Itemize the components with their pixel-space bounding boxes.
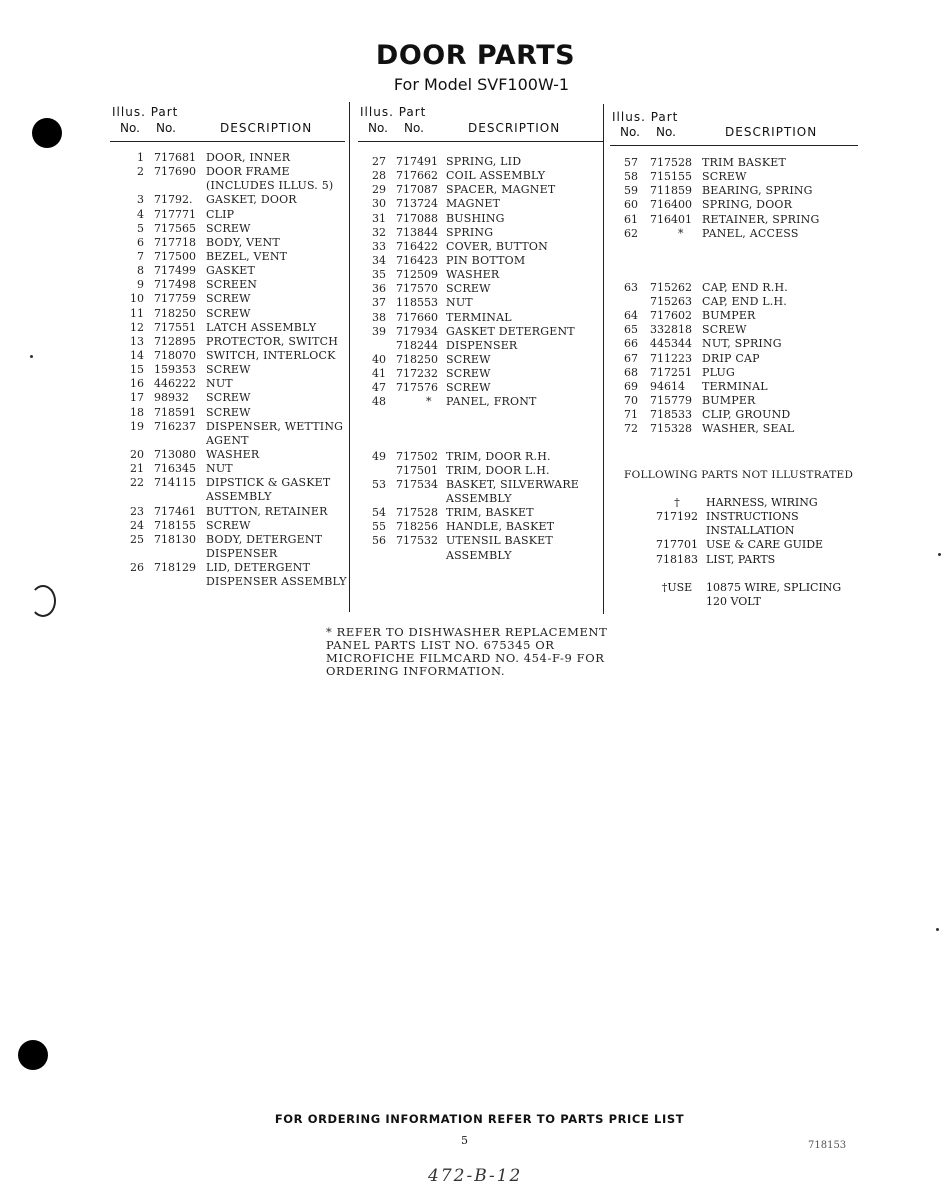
part-description: SCREW xyxy=(206,306,251,320)
part-number: †USE xyxy=(661,580,693,594)
part-number: 718155 xyxy=(154,518,196,532)
part-number: † xyxy=(674,496,680,509)
illus-number: 12 xyxy=(130,320,144,334)
header-description: DESCRIPTION xyxy=(468,121,561,135)
illus-number: 32 xyxy=(372,225,386,239)
header-rule xyxy=(110,141,345,142)
part-description: BEARING, SPRING xyxy=(702,184,813,198)
part-number: 712895 xyxy=(154,334,196,348)
header-part-no: No. xyxy=(156,121,176,135)
part-number: 716401 xyxy=(650,212,692,226)
illus-number: 55 xyxy=(372,520,386,534)
illus-number: 64 xyxy=(624,309,638,323)
part-description: DRIP CAP xyxy=(702,351,760,365)
part-number: 717570 xyxy=(396,282,438,296)
illus-number: 62 xyxy=(624,226,638,240)
column-divider xyxy=(603,104,604,614)
part-description: AGENT xyxy=(206,433,249,447)
illus-number: 6 xyxy=(137,235,144,249)
part-description: WASHER, SEAL xyxy=(702,422,795,436)
part-number: 717602 xyxy=(650,309,692,323)
part-description: TRIM BASKET xyxy=(702,156,787,169)
part-description: PIN BOTTOM xyxy=(446,253,526,267)
part-description: SPACER, MAGNET xyxy=(446,183,556,197)
part-number: 445344 xyxy=(650,337,692,351)
part-number: 714115 xyxy=(154,476,196,490)
illus-number: 72 xyxy=(624,422,638,436)
illus-number: 28 xyxy=(372,169,386,183)
column-header xyxy=(110,105,350,141)
part-number: 718070 xyxy=(154,348,196,362)
header-part-no: No. xyxy=(404,121,424,135)
part-number: 717192 xyxy=(656,510,698,524)
part-description: LIST, PARTS xyxy=(706,552,776,566)
illus-number: 13 xyxy=(130,334,144,348)
illus-number: 65 xyxy=(624,323,638,337)
part-number: 715779 xyxy=(650,393,692,407)
part-number: 718244 xyxy=(396,338,438,352)
part-description: HANDLE, BASKET xyxy=(446,520,555,534)
part-description: DIPSTICK & GASKET xyxy=(206,476,331,490)
footer-ordering-info: FOR ORDERING INFORMATION REFER TO PARTS PRICE LIST xyxy=(274,1112,685,1126)
part-description: DISPENSER ASSEMBLY xyxy=(206,575,347,589)
part-description: DISPENSER, WETTING xyxy=(206,419,344,433)
part-number: * xyxy=(678,226,684,240)
illus-number: 9 xyxy=(137,278,144,292)
part-number: 332818 xyxy=(650,323,692,337)
part-number: 718183 xyxy=(656,552,698,566)
part-description: SPRING xyxy=(446,225,494,239)
part-number: 159353 xyxy=(154,363,196,377)
document-code: 718153 xyxy=(808,1140,847,1151)
part-description: BUMPER xyxy=(702,393,756,407)
part-number: 717934 xyxy=(396,324,438,338)
illus-number: 25 xyxy=(130,532,144,546)
part-number: 717528 xyxy=(396,506,438,520)
part-number: 713844 xyxy=(396,225,438,239)
part-description: GASKET xyxy=(206,264,256,278)
part-number: 712509 xyxy=(396,268,438,282)
speck xyxy=(936,928,939,931)
part-description: GASKET, DOOR xyxy=(206,193,297,207)
illus-number: 15 xyxy=(130,363,144,377)
part-description: BASKET, SILVERWARE xyxy=(446,477,580,491)
part-description: BODY, VENT xyxy=(206,235,280,249)
part-description: PLUG xyxy=(702,365,735,379)
part-number: 717087 xyxy=(396,183,438,197)
part-number: 718591 xyxy=(154,405,196,419)
illus-number: 17 xyxy=(130,391,144,405)
part-description: DISPENSER xyxy=(206,546,278,560)
part-description: PROTECTOR, SWITCH xyxy=(206,334,339,348)
part-description: WASHER xyxy=(446,268,500,282)
part-number: 715155 xyxy=(650,170,692,184)
part-description: SPRING, DOOR xyxy=(702,198,793,212)
part-description: NUT xyxy=(206,462,233,476)
header-illus-part: Illus. Part xyxy=(360,105,427,119)
handwritten-note: 472-B-12 xyxy=(428,1166,523,1186)
part-description: TRIM, BASKET xyxy=(446,506,534,520)
part-number: 717681 xyxy=(154,151,196,164)
part-description: SCREW xyxy=(206,391,251,405)
part-number: 717500 xyxy=(154,249,196,263)
part-number: 718256 xyxy=(396,520,438,534)
part-description: ASSEMBLY xyxy=(446,548,512,562)
speck xyxy=(938,553,941,556)
part-number: 716423 xyxy=(396,253,438,267)
illus-number: 53 xyxy=(372,477,386,491)
illus-number: 67 xyxy=(624,351,638,365)
speck xyxy=(30,355,33,358)
part-description: SCREW xyxy=(702,170,747,184)
illus-number: 70 xyxy=(624,393,638,407)
part-number: 716422 xyxy=(396,239,438,253)
illus-number: 63 xyxy=(624,280,638,294)
part-number: 717491 xyxy=(396,155,438,168)
part-number: * xyxy=(426,395,432,409)
part-description: TERMINAL xyxy=(446,310,512,324)
part-description: INSTALLATION xyxy=(706,524,795,538)
illus-number: 54 xyxy=(372,506,386,520)
part-description: DOOR, INNER xyxy=(206,151,291,164)
illus-number: 40 xyxy=(372,352,386,366)
illus-number: 33 xyxy=(372,239,386,253)
illus-number: 49 xyxy=(372,449,386,463)
part-number: 98932 xyxy=(154,391,189,405)
part-number: 715263 xyxy=(650,294,692,308)
part-number: 717499 xyxy=(154,264,196,278)
illus-number: 31 xyxy=(372,211,386,225)
part-number: 713724 xyxy=(396,197,438,211)
header-part-no: No. xyxy=(656,125,676,139)
part-number: 718130 xyxy=(154,532,196,546)
part-description: SCREW xyxy=(206,518,251,532)
part-description: CAP, END R.H. xyxy=(702,280,788,294)
part-number: 118553 xyxy=(396,296,438,310)
header-illus-no: No. xyxy=(620,125,640,139)
part-description: SCREW xyxy=(702,323,747,337)
part-description: SCREW xyxy=(206,292,251,306)
part-number: 718533 xyxy=(650,408,692,422)
illus-number: 37 xyxy=(372,296,386,310)
part-number: 717701 xyxy=(656,538,698,552)
part-description: ASSEMBLY xyxy=(446,491,512,505)
part-description: GASKET DETERGENT xyxy=(446,324,575,338)
part-description: HARNESS, WIRING xyxy=(706,496,818,509)
part-description: BEZEL, VENT xyxy=(206,249,288,263)
part-number: 717690 xyxy=(154,165,196,179)
column-header xyxy=(610,105,870,141)
part-description: NUT, SPRING xyxy=(702,337,782,351)
part-description: BODY, DETERGENT xyxy=(206,532,323,546)
illus-number: 23 xyxy=(130,504,144,518)
part-description: SPRING, LID xyxy=(446,155,522,168)
illus-number: 35 xyxy=(372,268,386,282)
illus-number: 5 xyxy=(137,221,144,235)
part-number: 713080 xyxy=(154,447,196,461)
part-description: DISPENSER xyxy=(446,338,518,352)
illus-number: 66 xyxy=(624,337,638,351)
illus-number: 11 xyxy=(130,306,144,320)
part-description: BUSHING xyxy=(446,211,505,225)
part-description: ASSEMBLY xyxy=(206,490,272,504)
illus-number: 57 xyxy=(624,156,638,169)
illus-number: 39 xyxy=(372,324,386,338)
illus-number: 29 xyxy=(372,183,386,197)
part-number: 717232 xyxy=(396,367,438,381)
part-description: USE & CARE GUIDE xyxy=(706,538,824,552)
part-description: SCREW xyxy=(446,282,491,296)
illus-number: 48 xyxy=(372,395,386,409)
part-number: 715328 xyxy=(650,422,692,436)
part-description: NUT xyxy=(206,377,233,391)
illus-number: 2 xyxy=(137,165,144,179)
header-illus-no: No. xyxy=(120,121,140,135)
part-number: 711223 xyxy=(650,351,692,365)
illus-number: 10 xyxy=(130,292,144,306)
parts-column-1 xyxy=(110,105,350,589)
part-number: 716400 xyxy=(650,198,692,212)
part-description: LID, DETERGENT xyxy=(206,561,311,575)
part-description: WASHER xyxy=(206,447,260,461)
illus-number: 19 xyxy=(130,419,144,433)
illus-number: 22 xyxy=(130,476,144,490)
part-description: DOOR FRAME xyxy=(206,165,290,179)
part-description: NUT xyxy=(446,296,473,310)
illus-number: 20 xyxy=(130,447,144,461)
part-description: SWITCH, INTERLOCK xyxy=(206,348,336,362)
part-number: 717551 xyxy=(154,320,196,334)
part-description: CAP, END L.H. xyxy=(702,294,787,308)
part-description: SCREEN xyxy=(206,278,258,292)
part-number: 94614 xyxy=(650,379,685,393)
part-description: PANEL, FRONT xyxy=(446,395,537,409)
header-description: DESCRIPTION xyxy=(725,125,818,139)
illus-number: 38 xyxy=(372,310,386,324)
part-description: TERMINAL xyxy=(702,379,768,393)
illus-number: 21 xyxy=(130,462,144,476)
part-number: 71792. xyxy=(154,193,193,207)
part-description: 120 VOLT xyxy=(706,594,762,608)
illus-number: 16 xyxy=(130,377,144,391)
illus-number: 41 xyxy=(372,367,386,381)
illus-number: 27 xyxy=(372,155,386,168)
part-number: 717534 xyxy=(396,477,438,491)
page-title: DOOR PARTS xyxy=(375,40,576,71)
part-description: UTENSIL BASKET xyxy=(446,534,553,548)
part-description: BUMPER xyxy=(702,309,756,323)
part-number: 717498 xyxy=(154,278,196,292)
part-description: COVER, BUTTON xyxy=(446,239,548,253)
illus-number: 68 xyxy=(624,365,638,379)
illus-number: 14 xyxy=(130,348,144,362)
part-number: 717718 xyxy=(154,235,196,249)
illus-number: 7 xyxy=(137,249,144,263)
part-number: 716345 xyxy=(154,462,196,476)
part-description: SCREW xyxy=(206,221,251,235)
part-description: BUTTON, RETAINER xyxy=(206,504,328,518)
part-number: 717576 xyxy=(396,381,438,395)
part-number: 717662 xyxy=(396,169,438,183)
illus-number: 59 xyxy=(624,184,638,198)
illus-number: 8 xyxy=(137,264,144,278)
part-description: SCREW xyxy=(206,363,251,377)
part-description: SCREW xyxy=(446,352,491,366)
illus-number: 56 xyxy=(372,534,386,548)
parts-column-3 xyxy=(610,105,870,608)
part-number: 718250 xyxy=(154,306,196,320)
illus-number: 61 xyxy=(624,212,638,226)
part-description: SCREW xyxy=(446,367,491,381)
punch-hole-outline xyxy=(30,585,56,617)
part-number: 717088 xyxy=(396,211,438,225)
not-illustrated-heading: FOLLOWING PARTS NOT ILLUSTRATED xyxy=(624,469,854,481)
part-number: 717532 xyxy=(396,534,438,548)
part-number: 718250 xyxy=(396,352,438,366)
illus-number: 69 xyxy=(624,379,638,393)
part-number: 717461 xyxy=(154,504,196,518)
illus-number: 58 xyxy=(624,170,638,184)
part-number: 446222 xyxy=(154,377,196,391)
illus-number: 36 xyxy=(372,282,386,296)
part-description: MAGNET xyxy=(446,197,501,211)
illus-number: 3 xyxy=(137,193,144,207)
column-header xyxy=(358,105,603,141)
part-description: (INCLUDES ILLUS. 5) xyxy=(206,179,334,193)
illus-number: 1 xyxy=(137,151,144,164)
footnote: * REFER TO DISHWASHER REPLACEMENT PANEL PARTS LIST NO. 675345 OR MICROFICHE FILMCARD NO. 454-F-9 FOR ORDERING INFORMATION. xyxy=(326,625,608,678)
part-description: CLIP xyxy=(206,207,235,221)
header-rule xyxy=(358,141,603,142)
header-illus-part: Illus. Part xyxy=(612,110,679,124)
page-number: 5 xyxy=(461,1134,468,1147)
illus-number: 24 xyxy=(130,518,144,532)
part-number: 718129 xyxy=(154,561,196,575)
part-description: LATCH ASSEMBLY xyxy=(206,320,317,334)
illus-number: 47 xyxy=(372,381,386,395)
part-description: RETAINER, SPRING xyxy=(702,212,820,226)
part-description: SCREW xyxy=(206,405,251,419)
part-number: 717251 xyxy=(650,365,692,379)
illus-number: 26 xyxy=(130,561,144,575)
illus-number: 4 xyxy=(137,207,144,221)
part-number: 717501 xyxy=(396,463,438,477)
part-description: TRIM, DOOR R.H. xyxy=(446,449,551,463)
part-number: 711859 xyxy=(650,184,692,198)
part-number: 717565 xyxy=(154,221,196,235)
illus-number: 30 xyxy=(372,197,386,211)
punch-hole-top xyxy=(32,118,62,148)
part-number: 715262 xyxy=(650,280,692,294)
part-description: INSTRUCTIONS xyxy=(706,510,799,524)
column-divider xyxy=(349,102,350,612)
part-description: COIL ASSEMBLY xyxy=(446,169,546,183)
part-description: SCREW xyxy=(446,381,491,395)
header-rule xyxy=(610,145,858,146)
part-number: 717502 xyxy=(396,449,438,463)
part-description: TRIM, DOOR L.H. xyxy=(446,463,550,477)
part-number: 717660 xyxy=(396,310,438,324)
part-number: 717771 xyxy=(154,207,196,221)
header-illus-no: No. xyxy=(368,121,388,135)
part-description: PANEL, ACCESS xyxy=(702,226,799,240)
header-illus-part: Illus. Part xyxy=(112,105,179,119)
part-description: CLIP, GROUND xyxy=(702,408,791,422)
part-description: 10875 WIRE, SPLICING xyxy=(706,580,842,594)
part-number: 716237 xyxy=(154,419,196,433)
illus-number: 18 xyxy=(130,405,144,419)
part-number: 717528 xyxy=(650,156,692,169)
parts-column-2 xyxy=(358,105,603,562)
page-subtitle: For Model SVF100W-1 xyxy=(393,75,570,94)
illus-number: 71 xyxy=(624,408,638,422)
illus-number: 34 xyxy=(372,253,386,267)
part-number: 717759 xyxy=(154,292,196,306)
illus-number: 60 xyxy=(624,198,638,212)
header-description: DESCRIPTION xyxy=(220,121,313,135)
punch-hole-bottom xyxy=(18,1040,48,1070)
